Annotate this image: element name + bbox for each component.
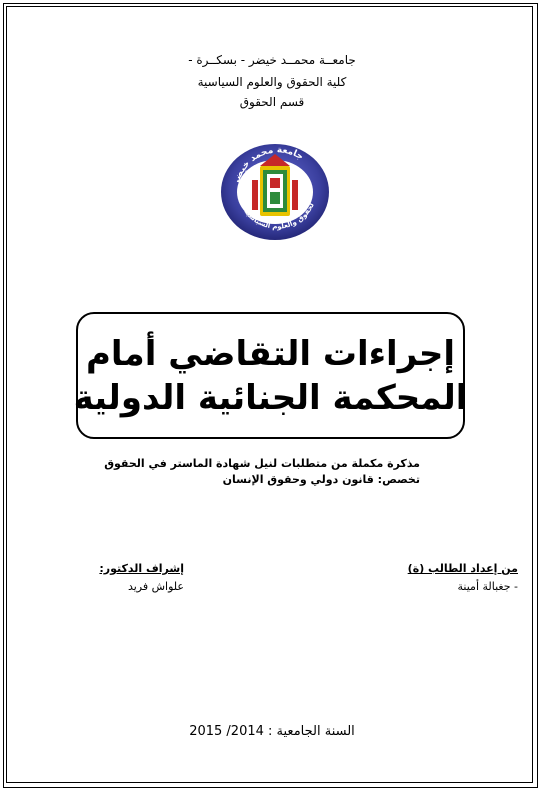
university-logo-emblem-icon — [218, 134, 332, 244]
memo-line-1: مذكرة مكملة من متطلبات لنيل شهادة الماستر في الحقوق — [104, 457, 420, 470]
university-name: جامعــة محمــد خيضر - بسكــرة - — [188, 53, 356, 67]
student-name: - جغبالة أمينة — [457, 580, 518, 593]
department-name: قسم الحقوق — [239, 95, 305, 109]
memo-description — [104, 456, 420, 488]
specialization-line: تخصص: قانون دولي وحقوق الإنسان — [222, 473, 420, 486]
supervisor-block — [99, 560, 184, 596]
thesis-title-line-1: إجراءات التقاضي أمام — [85, 333, 456, 374]
logo-ring-bottom-text: لحقوق والعلوم السياسية — [242, 201, 316, 231]
faculty-name: كلية الحقوق والعلوم السياسية — [197, 75, 347, 89]
logo-ring-top-text: جامعة محمد خيضر — [231, 145, 305, 187]
supervisor-label: إشراف الدكتور: — [99, 562, 184, 575]
thesis-title-box — [73, 312, 468, 439]
supervisor-name: علواش فريد — [127, 580, 184, 593]
student-block — [408, 560, 518, 596]
student-label: من إعداد الطالب (ة) — [407, 562, 518, 575]
thesis-title-line-2: المحكمة الجنائية الدولية — [73, 377, 468, 418]
university-logo — [218, 134, 332, 244]
academic-year: السنة الجامعية : 2014/ 2015 — [189, 724, 355, 739]
